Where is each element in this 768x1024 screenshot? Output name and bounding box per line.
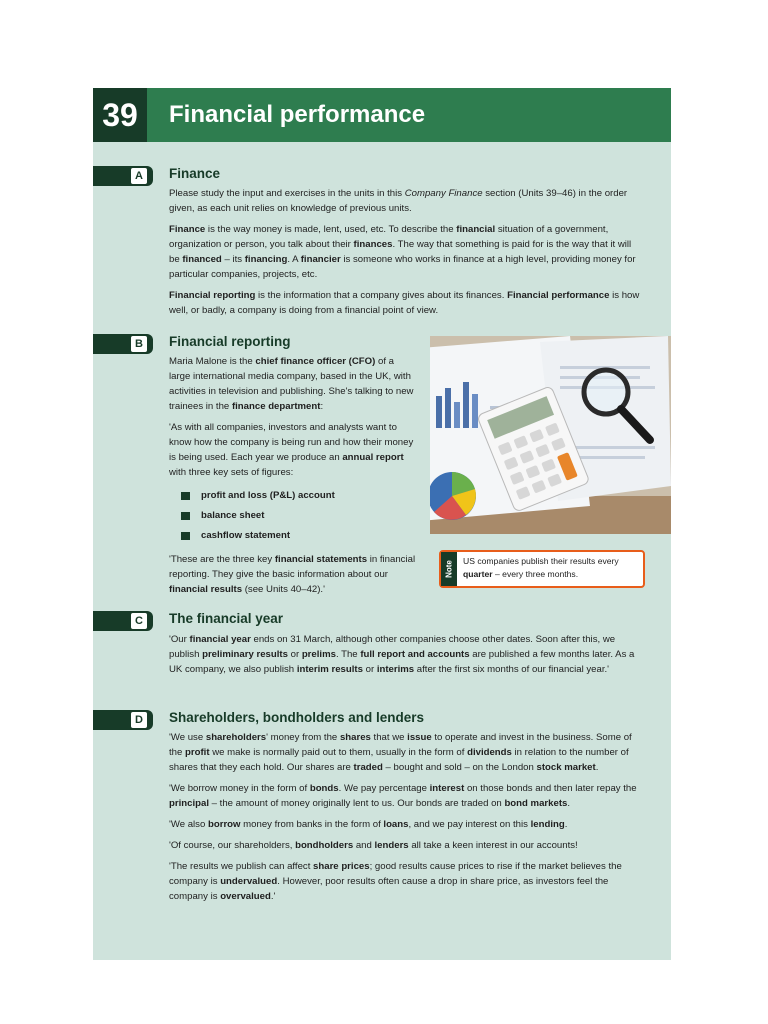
section-c-tag — [93, 611, 153, 631]
paragraph: 'We borrow money in the form of bonds. We pay percentage interest on those bonds and then later repay the principal – the amount of money originally lent to us. Our bonds are traded on bond markets. — [169, 783, 637, 809]
section-a-body — [169, 186, 641, 324]
paragraph: Finance is the way money is made, lent, used, etc. To describe the financial situation of a government, organization or person, you talk about their finances. The way that something is paid for is the way that it will be financed – its financing. A financier is someone who works in finance at a high level, providing money for particular companies, projects, etc. — [169, 224, 636, 280]
unit-header — [93, 88, 671, 142]
unit-title: Financial performance — [169, 101, 426, 128]
section-c-letter: C — [131, 613, 147, 629]
paragraph: Maria Malone is the chief finance officer (CFO) of a large international media company, based in the UK, with activities in television and publishing. She's talking to new trainees in the finance department: — [169, 356, 414, 412]
calculator-magnifier-illustration — [430, 336, 671, 534]
section-b-letter: B — [131, 336, 147, 352]
section-c-title: The financial year — [169, 611, 284, 626]
section-b-body — [169, 354, 417, 603]
paragraph: 'Our financial year ends on 31 March, although other companies choose other dates. Soon after this, we publish preliminary results or prelims. The full report and accounts are published a few months later. As a UK company, we also publish interim results or interims after the first six months of our financial year.' — [169, 634, 635, 675]
section-d-letter: D — [131, 712, 147, 728]
section-d-tag — [93, 710, 153, 730]
paragraph: 'As with all companies, investors and analysts want to know how the company is being run and how their money is being used. Each year we produce an annual report with three key sets of figures: — [169, 422, 414, 478]
list-item: profit and loss (P&L) account — [169, 486, 417, 506]
paragraph: Financial reporting is the information that a company gives about its finances. Financial performance is how well, or badly, a company is doing from a financial point of view. — [169, 290, 640, 316]
paragraph: 'Of course, our shareholders, bondholders and lenders all take a keen interest in our accounts! — [169, 840, 578, 851]
paragraph: 'We also borrow money from banks in the form of loans, and we pay interest on this lending. — [169, 819, 568, 830]
list-item: cashflow statement — [169, 526, 417, 546]
note-box — [439, 550, 645, 588]
note-text: US companies publish their results every quarter – every three months. — [463, 556, 619, 579]
note-label: Note — [441, 552, 457, 586]
list-item: balance sheet — [169, 506, 417, 526]
paragraph: 'We use shareholders' money from the shares that we issue to operate and invest in the business. Some of the profit we make is normally paid out to them, usually in the form of dividends in relation to the number of shares that they each hold. Our shares are traded – bought and sold – on the London stock market. — [169, 732, 632, 773]
paragraph: 'These are the three key financial statements in financial reporting. They give the basic information about our financial results (see Units 40–42).' — [169, 554, 416, 595]
section-c-body — [169, 632, 641, 683]
textbook-page — [93, 88, 671, 960]
unit-number: 39 — [93, 88, 147, 142]
paragraph: 'The results we publish can affect share prices; good results cause prices to rise if the market believes the company is undervalued. However, poor results often cause a drop in share price, as investors feel the company is overvalued.' — [169, 861, 622, 902]
section-a-tag — [93, 166, 153, 186]
section-d-body — [169, 730, 641, 910]
section-a-letter: A — [131, 168, 147, 184]
section-a-title: Finance — [169, 166, 221, 181]
section-b-tag — [93, 334, 153, 354]
financial-statements-list — [169, 486, 417, 546]
finance-photo — [430, 336, 671, 534]
section-b-title: Financial reporting — [169, 334, 291, 349]
paragraph: Please study the input and exercises in the units in this Company Finance section (Units 39–46) in the order given, as each unit relies on knowledge of previous units. — [169, 188, 628, 214]
section-d-title: Shareholders, bondholders and lenders — [169, 710, 425, 725]
